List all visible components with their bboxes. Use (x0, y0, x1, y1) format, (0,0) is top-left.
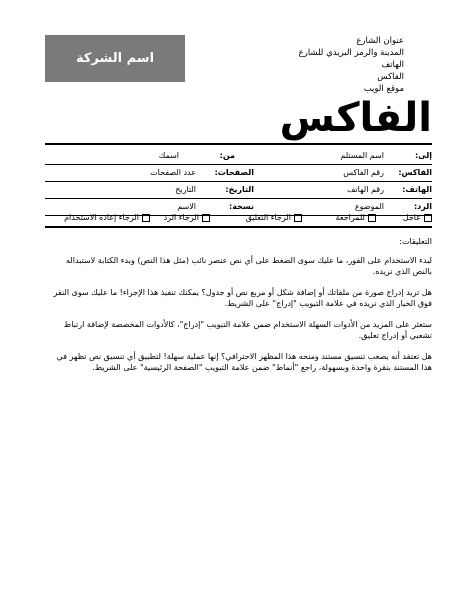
pages-value[interactable]: عدد الصفحات (150, 168, 196, 177)
comments-heading: التعليقات: (399, 237, 432, 246)
reply-option[interactable] (164, 213, 210, 222)
field-row-fax-pages (45, 165, 432, 182)
fax-options (45, 212, 432, 228)
cc-value[interactable]: الاسم (177, 202, 196, 211)
field-row-phone-date (45, 182, 432, 199)
checkbox-icon[interactable] (368, 214, 376, 222)
to-value[interactable]: اسم المستلم (340, 151, 384, 160)
to-label: إلى: (414, 151, 432, 160)
recycle-label: الرجاء إعادة الاستخدام (64, 213, 139, 222)
comments-paragraph[interactable]: هل تريد إدراج صورة من ملفاتك أو إضافة شكل أو مربع نص أو جدول؟ يمكنك تنفيذ هذا الإجراء! ما عليك سوى النقر فوق الخيار الذي تريده في علامة التبويب "إدراج" على الشريط. (53, 288, 432, 308)
fax-value[interactable]: رقم الفاكس (343, 168, 384, 177)
comments-paragraph[interactable]: ستعثر على المزيد من الأدوات السهلة الاستخدام ضمن علامة التبويب "إدراج"، كالأدوات المخصصة لإضافة ارتباط تشعبي أو إدراج تعليق. (63, 320, 432, 340)
pages-label: الصفحات: (214, 168, 254, 177)
comments-paragraph[interactable]: هل تعتقد أنه يصعب تنسيق مستند ومنحه هذا المظهر الاحترافي؟ إنها عملية سهلة! لتطبيق أي تنسيق نص تظهر في هذا المستند بنقرة واحدة وبسهولة، راجع "أنماط" ضمن علامة التبويب "الصفحة الرئيسية" على الشريط. (56, 352, 432, 372)
re-label: الرد: (413, 202, 432, 211)
address-fax: الفاكس (377, 72, 404, 82)
urgent-option[interactable] (403, 213, 432, 222)
comment-label: الرجاء التعليق (245, 213, 291, 222)
company-address (244, 35, 404, 95)
comments-paragraph[interactable]: لبدء الاستخدام على الفور، ما عليك سوى الضغط على أي نص عنصر نائب (مثل هذا النص) وبدء الكتابة لاستبداله بالنص الذي تريده. (66, 256, 432, 276)
page-title: الفاكس (279, 95, 432, 141)
checkbox-icon[interactable] (142, 214, 150, 222)
review-option[interactable] (336, 213, 376, 222)
review-label: للمراجعة (335, 213, 365, 222)
checkbox-icon[interactable] (424, 214, 432, 222)
re-value[interactable]: الموضوع (354, 202, 384, 211)
comment-option[interactable] (246, 213, 302, 222)
company-name: اسم الشركة (75, 51, 155, 66)
phone-label: الهاتف: (402, 185, 432, 194)
address-city-zip: المدينة والرمز البريدي للشارع (298, 48, 404, 58)
phone-value[interactable]: رقم الهاتف (347, 185, 384, 194)
title-divider (45, 143, 432, 145)
recycle-option[interactable] (64, 213, 150, 222)
address-street: عنوان الشارع (356, 36, 404, 46)
date-value[interactable]: التاريخ (175, 185, 196, 194)
date-label: التاريخ: (225, 185, 254, 194)
from-value[interactable]: اسمك (158, 151, 179, 160)
fax-label: الفاكس: (398, 168, 432, 177)
checkbox-icon[interactable] (294, 214, 302, 222)
address-website: موقع الويب (363, 84, 404, 94)
comments-section (45, 236, 432, 383)
urgent-label: عاجل (402, 213, 421, 222)
address-phone: الهاتف (381, 60, 404, 70)
cc-label: نسخة: (229, 202, 254, 211)
checkbox-icon[interactable] (202, 214, 210, 222)
field-row-to-from (45, 148, 432, 165)
fax-fields (45, 148, 432, 216)
from-label: من: (219, 151, 235, 160)
company-logo (45, 35, 185, 82)
reply-label: الرجاء الرد (163, 213, 199, 222)
